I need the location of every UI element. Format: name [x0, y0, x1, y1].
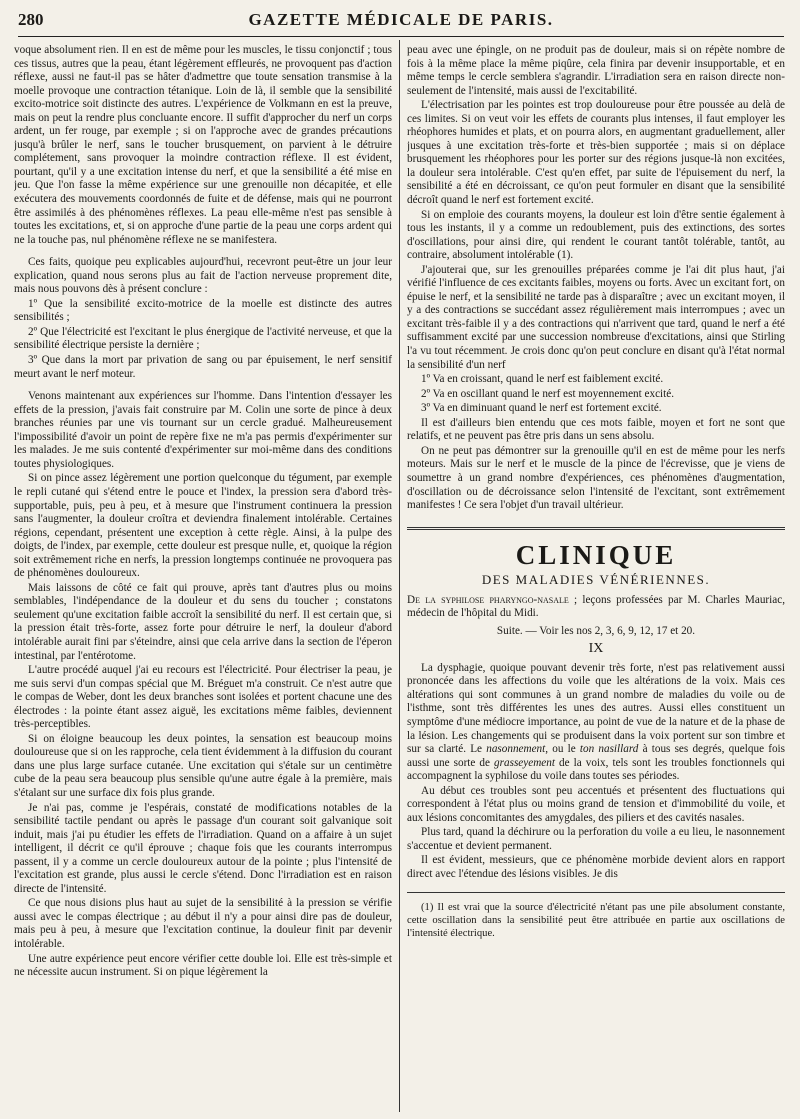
text-run: Le — [470, 743, 487, 756]
lecture-heading — [407, 594, 785, 621]
text-run: , ou le — [545, 743, 580, 756]
paragraph: L'autre procédé auquel j'ai eu recours est l'électricité. Pour électriser la peau, je me suis servi d'un compas spécial que M. Bréguet m'a construit. Ce n'est autre que le compas de Weber, dont les deux branches sont isolées et portent chacune une des électrodes : la pointe étant assez aiguë, les excitations même faibles, deviennent très-perceptibles. — [14, 664, 392, 731]
paragraph: Au début ces troubles sont peu accentués et présentent des fluctuations qui correspondent à l'état plus ou moins grand de tension et d'immobilité du voile, et aux lésions concomitantes des amygdales, des piliers et des cavités nasales. — [407, 784, 785, 824]
italic-term: nasonnement — [486, 743, 546, 756]
text-run: à tous ses degrés, quelque fois aussi une sorte de — [407, 743, 785, 769]
right-column — [407, 44, 785, 1110]
paragraph: Plus tard, quand la déchirure ou la perforation du voile a eu lieu, le nasonnement s'accentue et devient permanent. — [407, 826, 785, 852]
text-run: de la voix, tels sont les troubles fonctionnels qui accompagnent la syphilose du voile dans toutes ses périodes. — [407, 756, 785, 783]
paragraph: Venons maintenant aux expériences sur l'homme. Dans l'intention d'essayer les effets de la pression, j'avais fait construire par M. Colin une sorte de pince à deux branches réunies par une vis tournant sur un cercle gradué. Malheureusement l'impossibilité d'avoir un point de repère fixe ne m'a pas permis d'expérimenter sur les malades. Je me suis contenté d'expérimenter sur moi-même dans des conditions toutes physiologiques. — [14, 390, 392, 470]
paragraph: Si on éloigne beaucoup les deux pointes, la sensation est beaucoup moins douloureuse que si on les rapproche, cela tient évidemment à la diffusion du courant dans une plus large surface cutanée. Une excitation qui s'étale sur un centimètre cube de la peau sera beaucoup plus sensible qu'une autre égale à la première, mais s'étalant sur une surface dix fois plus grande. — [14, 732, 392, 799]
section-subtitle: DES MALADIES VÉNÉRIENNES. — [481, 571, 711, 587]
paragraph: Il est évident, messieurs, que ce phénomène morbide devient alors en rapport direct avec l'étendue des lésions visibles. Je dis — [407, 854, 785, 880]
section-divider — [407, 527, 785, 530]
footnote-divider — [407, 892, 785, 893]
conclusion-item: 2º Va en oscillant quand le nerf est moyennement excité. — [421, 387, 675, 400]
lecture-title: De la syphilose pharyngo-nasale ; — [407, 593, 578, 606]
lecture-author: leçons professées par M. Charles Mauriac, médecin de l'hôpital du Midi. — [407, 593, 785, 620]
paragraph: Si on pince assez légèrement une portion quelconque du tégument, par exemple le repli cutané qui s'étend entre le pouce et l'index, la pression sera d'abord très-supportable, puis, peu à peu, et à mesure que l'instrument continuera la pression sans l'augmenter, la douleur croîtra et deviendra finalement intolérable. Certaines régions, cependant, présentent une exception à cette règle. Ainsi, à la pulpe des doigts, de l'index, par exemple, cette douleur est presque nulle, et, quoique la région soit extrêmement riche en nerfs, la pression longtemps continuée ne provoquera pas de phénomènes douloureux. — [14, 472, 392, 580]
paragraph: Il est d'ailleurs bien entendu que ces mots faible, moyen et fort ne sont que relatifs, et ne peuvent pas être pris dans un sens absolu. — [407, 416, 785, 443]
paragraph: Si on emploie des courants moyens, la douleur est loin d'être sentie également à tous les instants, il y a comme un redoublement, puis des extinctions, des sortes d'oscillations, pour ainsi dire, qui rendent le courant tantôt tolérable, tantôt, au contraire, absolument intolérable (1). — [407, 208, 785, 262]
paragraph — [407, 662, 785, 784]
conclusion-item: 2º Que l'électricité est l'excitant le plus énergique de l'activité nerveuse, et que la sensibilité électrique persiste la dernière ; — [14, 325, 392, 352]
paragraph: Ce que nous disions plus haut au sujet de la sensibilité à la pression se vérifie aussi avec le compas électrique ; au début il n'y a pour ainsi dire pas de douleur, mais peu à peu, à mesure que l'excitation continue, la douleur finit par devenir intolérable. — [14, 897, 392, 950]
paragraph: On ne peut pas démontrer sur la grenouille qu'il en est de même pour les nerfs moteurs. Mais sur le nerf et le muscle de la pince de l'écrevisse, que je viens de soumettre à un grand nombre d'expériences, ces phénomènes d'augmentation, d'oscillation ou de décroissance selon l'intensité de l'excitant, sont extrêmement manifestes ! Ce sera l'objet d'un travail ultérieur. — [407, 444, 785, 512]
conclusion-item: 1º Va en croissant, quand le nerf est faiblement excité. — [421, 373, 664, 386]
paragraph: Une autre expérience peut encore vérifier cette double loi. Elle est très-simple et ne nécessite aucun instrument. Si on pique légèrement la — [14, 952, 392, 979]
paragraph: voque absolument rien. Il en est de même pour les muscles, le tissu conjonctif ; tous ces tissus, autres que la peau, étant légèrement effleurés, ne provoquent pas d'action réflexe, aussi ne faut-il pas se hâter d'admettre que toute sensation transmise à la moelle provoque une contraction tétanique. Loin de là, il semble que la sensibilité excito-motrice soit distincte des autres. L'expérience de Volkmann en est la preuve, mais on peut la rendre plus concluante encore. Il suffit d'approcher du nerf un corps ardent, un fer rouge, par exemple ; si on l'approche avec de grandes précautions jusqu'à brûler le nerf, sans le toucher brusquement, on parvient à le détruire complétement, sans provoquer la moindre contraction réflexe. Il est évident, pourtant, qu'il y a une excitation intense du nerf, et que la sensibilité a été mise en jeu. Que l'on fasse la même expérience sur une grenouille non décapitée, et elle exécutera des mouvements coordonnés de fuite et de défense, mais qui ne pourront être assimilés à des phénomènes réflexes. La peau elle-même n'est pas sensible à toutes les excitations, et, si on approche d'une partie de la peau une corps ardent qui ne la touche pas, nul phénomène réflexe ne se manifestera. — [14, 44, 392, 246]
paragraph: Mais laissons de côté ce fait qui prouve, après tant d'autres plus ou moins semblables, l'indépendance de la douleur et du sens du toucher ; constatons seulement qu'une excitation faible accroît la sensibilité du nerf. Il est certain que, si la pression était très-forte, assez forte pour détruire le nerf, la douleur d'abord intolérable aurait fini par s'éteindre, ainsi que cela arrive dans la section de l'éperon intestinal, par l'entérotome. — [14, 581, 392, 662]
continuation-note: Suite. — Voir les nos 2, 3, 6, 9, 12, 17 et 20. — [496, 624, 696, 637]
conclusion-item: 3º Va en diminuant quand le nerf est fortement excité. — [421, 402, 662, 415]
paragraph: L'électrisation par les pointes est trop douloureuse pour être poussée au delà de ces limites. Si on veut voir les effets de courants plus intenses, il faut employer les rhéophores humides et plats, et on pourra alors, en augmentant graduellement, aller jusques à une excitation très-forte et très-bien supportée ; mais si on déplace brusquement les rhéophores pour les porter sur des régions jusque-là non excitées, la douleur sera intolérable. C'est qu'en effet, par suite de l'épuisement du nerf, la sensibilité a été en décroissant, ce qu'on peut formuler en disant que la sensibilité décroît quand le nerf est fortement excité. — [407, 99, 785, 207]
left-column — [14, 44, 392, 1110]
footnote: (1) Il est vrai que la source d'électricité n'étant pas une pile absolument constante, cette oscillation dans la sensibilité peut être attribuée en partie aux oscillations de l'intensité électrique. — [407, 901, 785, 939]
conclusion-item: 1º Que la sensibilité excito-motrice de la moelle est distincte des autres sensibilités ; — [14, 297, 392, 324]
column-divider — [399, 40, 400, 1112]
paragraph: J'ajouterai que, sur les grenouilles préparées comme je l'ai dit plus haut, j'ai vérifié l'influence de ces excitants faibles, moyens ou forts. Avec un excitant fort, on épuise le nerf, et la sensibilité ne tarde pas à disparaître ; avec un excitant moyen, il y a des contractions se succédant assez régulièrement mais interrompues ; avec un excitant très-faible il y a des contractions qui n'arrivent que tard, quand le nerf a été suffisamment excité par une succession nombreuse d'excitations, ainsi que Stirling l'a vu tout récemment. Je crois donc qu'on peut conclure en disant qu'à l'état normal la sensibilité d'un nerf — [407, 263, 785, 371]
journal-title: GAZETTE MÉDICALE DE PARIS. — [248, 10, 554, 29]
conclusion-item: 3º Que dans la mort par privation de sang ou par épuisement, le nerf sensitif meurt avant le nerf moteur. — [14, 354, 392, 380]
italic-term: ton nasillard — [579, 743, 639, 756]
text-run: La dysphagie, quoique pouvant devenir très forte, n'est pas relativement aussi prononcée dans les affections du voile que les altérations de la voix. Mais ces altérations qui sont communes à un grand nombre de maladies du voile ou de l'isthme, sont très différentes les unes des autres. Aussi elles constituent un symptôme d'une médiocre importance, au point de vue de la nature et de la phase de la lésion. Les changements qui se produisent dans la voix portent sur son timbre et sur sa clarté. — [407, 661, 785, 756]
section-title: CLINIQUE — [515, 539, 677, 570]
page-number: 280 — [18, 10, 44, 29]
lecture-number: IX — [588, 641, 604, 657]
page-header — [18, 10, 784, 37]
paragraph: Je n'ai pas, comme je l'espérais, constaté de modifications notables de la sensibilité tactile pendant ou après le passage d'un courant soit galvanique soit induit, mais j'ai pu étudier les effets de l'irradiation. Quand on a affaire à un sujet intelligent, il décrit ce qu'il éprouve ; chaque fois que les courants interrompus passent, il y a comme un cercle douloureux autour de la pointe ; plus l'intensité de l'excitation est grande, plus aussi le cercle s'étend. Donc l'irradiation est en raison directe de l'intensité. — [14, 801, 392, 895]
paragraph: peau avec une épingle, on ne produit pas de douleur, mais si on répète nombre de fois à la même place la même piqûre, cela finira par devenir insupportable, et en même temps le cercle semblera s'agrandir. L'irradiation sera en raison directe non-seulement de l'intensité, mais aussi de l'excitabilité. — [407, 44, 785, 97]
italic-term: grasseyement — [494, 756, 555, 769]
paragraph: Ces faits, quoique peu explicables aujourd'hui, recevront peut-être un jour leur explication, quand nous serons plus au fait de l'action nerveuse proprement dite, mais nous pouvons dès à présent conclure : — [14, 256, 392, 296]
